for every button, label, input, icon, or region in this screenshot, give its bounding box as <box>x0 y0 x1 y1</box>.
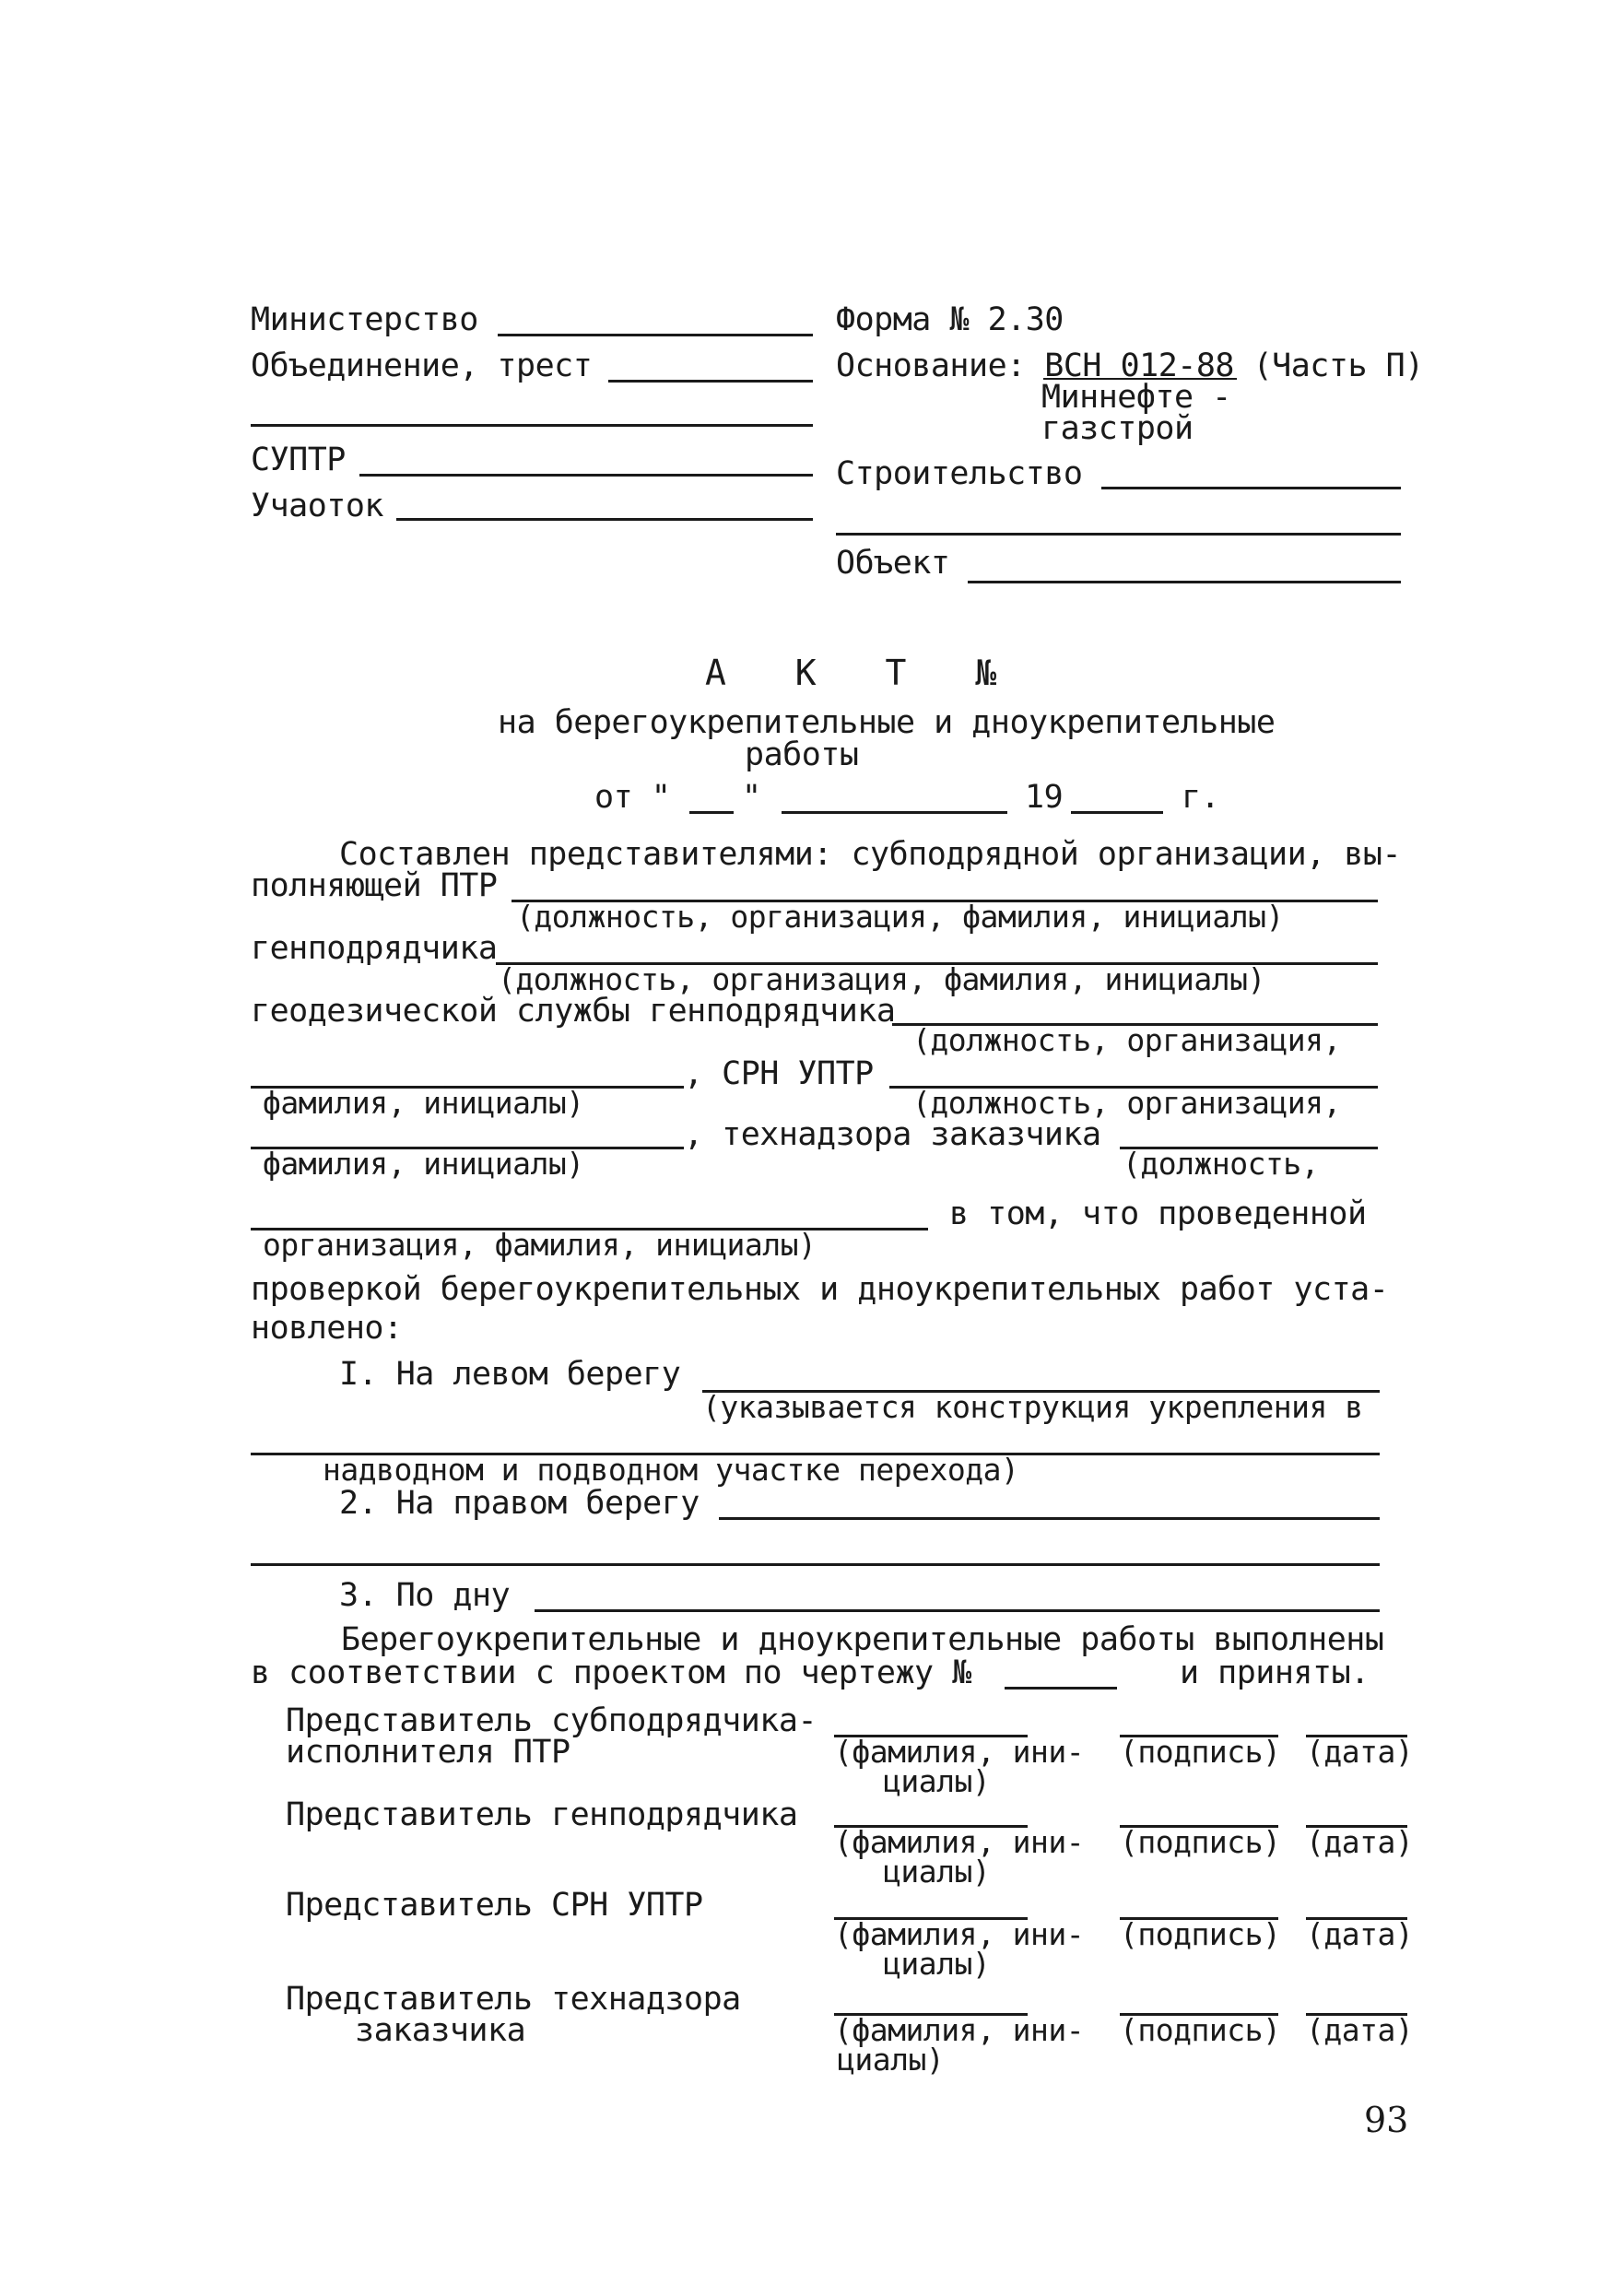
rep-srn-date-hint: (дата) <box>1306 1916 1414 1952</box>
rep-tech-name-hint: (фамилия, ини- <box>834 2012 1085 2048</box>
geodetic-label: геодезической службы генподрядчика <box>251 993 896 1030</box>
right-bank-field[interactable] <box>719 1517 1380 1520</box>
rep-gen-date-hint: (дата) <box>1306 1824 1414 1860</box>
rep-srn-label: Представитель СРН УПТР <box>286 1887 703 1924</box>
done-line2: в соответствии с проектом по чертежу № <box>251 1654 971 1691</box>
right-bank-field-line2[interactable] <box>251 1563 1380 1566</box>
suptr-field[interactable] <box>359 474 813 477</box>
rep-sub-date-hint: (дата) <box>1306 1734 1414 1770</box>
bottom-field[interactable] <box>535 1609 1380 1612</box>
done-line1: Берегоукрепительные и дноукрепительные работы выполнены <box>341 1621 1384 1658</box>
object-label: Объект <box>836 545 950 582</box>
hint-general-contractor: (должность, организация, фамилия, инициалы) <box>498 961 1265 997</box>
in-that-text: в том, что проведенной <box>949 1195 1367 1232</box>
rep-sub-line1: Представитель субподрядчика- <box>286 1702 817 1739</box>
item3-label: 3. По дну <box>339 1577 511 1614</box>
rep-srn-name-hint: (фамилия, ини- <box>834 1916 1085 1952</box>
hint-name-1: фамилия, инициалы) <box>263 1085 584 1121</box>
item1-label: I. На левом берегу <box>339 1356 681 1393</box>
construction-label: Строительство <box>836 455 1083 492</box>
rep-gen-name-hint: (фамилия, ини- <box>834 1824 1085 1860</box>
verified-line2: новлено: <box>251 1310 403 1347</box>
site-label: Учаоток <box>251 488 384 524</box>
object-field[interactable] <box>968 581 1401 583</box>
composed-line1: Составлен представителями: субподрядной организации, вы- <box>339 836 1402 873</box>
rep-tech-line1: Представитель технадзора <box>286 1981 741 2018</box>
rep-tech-date-hint: (дата) <box>1306 2012 1414 2048</box>
rep-gen-name-hint-2: циалы) <box>883 1854 991 1890</box>
suptr-label: СУПТР <box>251 442 346 478</box>
act-subtitle-line2: работы <box>745 736 859 773</box>
site-field[interactable] <box>396 518 813 521</box>
association-field-line2[interactable] <box>251 424 813 427</box>
hint-geodetic: (должность, организация, <box>912 1022 1341 1058</box>
date-quote: " <box>742 779 761 816</box>
hint-construction-2: надводном и подводном участке перехода) <box>323 1452 1019 1488</box>
done-line3: и приняты. <box>1180 1654 1370 1691</box>
rep-sub-name-hint: (фамилия, ини- <box>834 1734 1085 1770</box>
hint-tech: (должность, <box>1123 1146 1320 1182</box>
composed-line2: полняющей ПТР <box>251 867 498 904</box>
form-number: Форма № 2.30 <box>836 301 1064 338</box>
drawing-number-field[interactable] <box>1005 1687 1117 1690</box>
date-g: г. <box>1182 779 1220 816</box>
page-number: 93 <box>1364 2100 1409 2140</box>
hint-org-name: организация, фамилия, инициалы) <box>263 1227 817 1263</box>
hint-srn: (должность, организация, <box>912 1085 1341 1121</box>
rep-sub-sign-hint: (подпись) <box>1120 1734 1281 1770</box>
date-year-prefix: 19 <box>1025 779 1064 816</box>
rep-gen-label: Представитель генподрядчика <box>286 1796 798 1833</box>
ministry-field[interactable] <box>498 334 813 336</box>
hint-construction-1: (указывается конструкция укрепления в <box>702 1389 1363 1425</box>
basis-text: Основание: ВСН 012-88 (Часть П) <box>836 347 1424 384</box>
basis-org-line1: Миннефте - <box>1041 379 1231 416</box>
general-contractor-label: генподрядчика <box>251 930 498 967</box>
rep-tech-name-hint-2: циалы) <box>837 2042 945 2078</box>
basis-org-line2: газстрой <box>1041 410 1194 447</box>
act-title: А К Т № <box>705 653 1021 693</box>
ministry-label: Министерство <box>251 301 478 338</box>
rep-sub-name-hint-2: циалы) <box>883 1763 991 1799</box>
tech-supervision-label: , технадзора заказчика <box>684 1116 1101 1153</box>
item2-label: 2. На правом берегу <box>339 1485 700 1522</box>
rep-srn-sign-hint: (подпись) <box>1120 1916 1281 1952</box>
verified-line1: проверкой берегоукрепительных и дноукрепительных работ уста- <box>251 1271 1389 1308</box>
association-field[interactable] <box>608 380 813 383</box>
construction-field-line2[interactable] <box>836 533 1401 536</box>
rep-tech-line2: заказчика <box>355 2012 526 2049</box>
hint-sub-org: (должность, организация, фамилия, инициалы) <box>516 899 1284 935</box>
association-label: Объединение, трест <box>251 347 593 384</box>
date-year-field[interactable] <box>1071 811 1163 814</box>
act-subtitle-line1: на берегоукрепительные и дноукрепительные <box>498 704 1276 741</box>
rep-sub-line2: исполнителя ПТР <box>286 1734 570 1771</box>
rep-gen-sign-hint: (подпись) <box>1120 1824 1281 1860</box>
date-day-field[interactable] <box>689 811 734 814</box>
date-month-field[interactable] <box>782 811 1007 814</box>
hint-name-2: фамилия, инициалы) <box>263 1146 584 1182</box>
rep-tech-sign-hint: (подпись) <box>1120 2012 1281 2048</box>
rep-srn-name-hint-2: циалы) <box>883 1946 991 1982</box>
srn-uptr-label: , СРН УПТР <box>684 1055 874 1092</box>
construction-field[interactable] <box>1101 487 1401 489</box>
date-from: от " <box>594 779 671 816</box>
